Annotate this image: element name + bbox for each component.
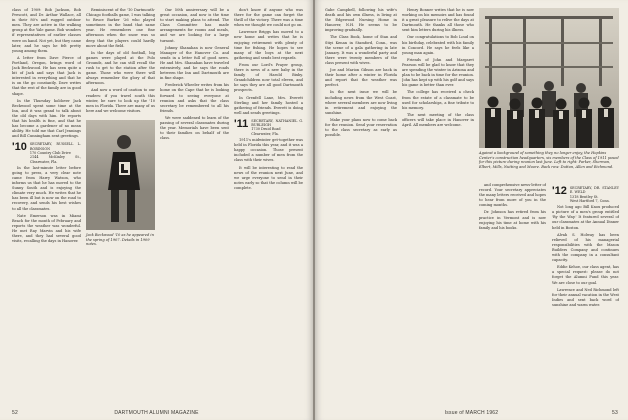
right-column-3a	[479, 183, 546, 398]
paragraph: In the next issue we will be including news from the West Coast, where several members are now living in retirement and enjoying the sunshine.	[325, 90, 397, 115]
left-page	[0, 0, 313, 420]
paragraph: And now a word of caution to our readers: if you travel south this winter, be sure to look up the '10 men in Florida. There are many of us here and we welcome visitors.	[86, 88, 155, 113]
class-year: '12	[552, 185, 567, 197]
paragraph: Henry Bonner writes that he is now working on his memoirs and has found it a great pleasure to relive the days at Dartmouth. He thanks all those who sent him letters during his illness.	[402, 8, 474, 33]
paragraph: In the days of old football, big games were played at the Polo Grounds, and he can still recall the rush to get to the station after the game. Those who were there will always remember the glory of that afternoon.	[86, 50, 155, 86]
paragraph: From our Lord's Prayer group, there is news of a new baby in the family of Harold Bixby. Grandchildren now total eleven, and he says they are all good Dartmouth prospects.	[234, 62, 303, 93]
secretary-line: 2144 McKinley St., Clearwater, Fla.	[29, 155, 81, 164]
right-column-1	[325, 8, 397, 398]
photo-caption: Jack Beckwood '10 as he appeared in the spring of 1907. Details in 1909 notes.	[86, 233, 154, 247]
paragraph: Make your plans now to come back for the reunion. Send your reservation to the class secretary as early as possible.	[325, 117, 397, 138]
paragraph: The next meeting of the class officers will take place in Hanover in April. All members are welcome.	[402, 112, 474, 127]
beckwood-photo	[86, 120, 155, 230]
paragraph: We were saddened to learn of the passing of several classmates during the year. Memorials have been sent to their families on behalf of the class.	[160, 115, 229, 141]
paragraph: Joe and Marion Gibson are back in their home after a winter in Florida and report that the weather was perfect.	[325, 68, 397, 88]
paragraph: Johnny Shanahan is now General Manager of the Hanover Co. and sends in a letter full of good news. He and Mrs. Shanahan have traveled extensively, and he says the roads between the Inn and Dartmouth are in fine shape.	[160, 45, 229, 81]
paragraph: Our 50th anniversary will be a great occasion, and now is the time to start making plans to attend. The Class Committee has made arrangements for rooms and meals, and we are looking for a large turnout.	[160, 8, 229, 43]
right-page	[315, 0, 628, 420]
secretary-line: 170 Country Club Drive	[29, 150, 71, 155]
paragraph: In the Thursday holdover Jack Beckwood spent some time at the Inn, and it was grand to talk about the old days with him. He reports that his health is fine, and that he has become a gardener of no mean ability. He told me that Carl Jennings and Bill Cunningham sent greetings.	[12, 98, 81, 139]
paragraph: Our congratulations to Bob Loud on his birthday, celebrated with his family in Concord. He says he feels like a young man again.	[402, 35, 474, 55]
paragraph: don't know if anyone who was there for the game can forget the thrill of the victory. There was a time when we thought we could not go on.	[234, 8, 303, 28]
paragraph: class of 1909: Bob Jackson, Bob Prescott, and Dr. Arthur Wallace, all in their 80's and rugged outdoor men. They are active in the walking group at the Yale game. Bob wonders if representatives of earlier classes were on hand. Not yet, but they came later, and he says he felt pretty young among them.	[12, 8, 81, 53]
paragraph: Frederick Wheeler writes from his home on the Cape that he is looking forward to seeing everyone at reunion and asks that the class secretary be remembered to all his friends.	[160, 83, 229, 113]
left-column-3	[160, 8, 229, 398]
left-column-1	[12, 8, 81, 398]
right-column-2	[402, 8, 474, 398]
paragraph: Dr. Johnson has retired from his practice in Vermont and is now enjoying his time at home with his family and his books.	[479, 210, 546, 230]
paragraph: and comprehensive news-letter of record. Your secretary appreciates the many letters received and hopes to hear from more of you in the coming months.	[479, 183, 546, 208]
paragraph: Reminiscent of the '10 Dartmouth-Chicago footballs game, I was talking to Bruce Barker '26 who played sometimes in the band that same year. He remembers one fine afternoon when the snow was so deep that the players could hardly move about the field.	[86, 8, 155, 48]
secretary-line: 1318 Bentley St.	[569, 194, 599, 199]
paragraph: Friends of John and Margaret Pearson will be glad to know that they are spending the winter in Arizona and plan to be back in time for the reunion. John has kept up with his golf and says his game is better than ever.	[402, 57, 474, 88]
class-year: '11	[234, 117, 249, 130]
paragraph: 1911's midwinter get-together was held in Florida this year, and it was a happy occasion. Those present included a number of men from the class with their wives.	[234, 138, 303, 163]
paragraph: Lawrence and Ned Richmond left for their annual vacation in the West Indies and sent back word of sunshine and warm water.	[552, 287, 619, 307]
page-number: 53	[612, 410, 618, 416]
left-column-4	[234, 8, 303, 398]
secretary-line: SECRETARY, DR. STANLEY E. WELD	[569, 186, 619, 195]
paragraph: Nate Emerson was in Miami Beach for the month of February and reports the weather was wonderful. He met Ray Marvin and his wife there, and they had several good visits, recalling the days in Hanover.	[12, 213, 81, 244]
footer-title: DARTMOUTH ALUMNI MAGAZINE	[114, 410, 199, 416]
right-column-3b	[552, 183, 619, 398]
class-section-heading-1911	[234, 119, 303, 136]
secretary-address	[251, 119, 303, 136]
paragraph: In the last-minute letter before going to press, a very clear note came from Harry Watson, who informs us that he has moved to the Sunny South and is enjoying the climate very much. He writes that he has been ill but is now on the road to recovery, and sends his best wishes to all the classmates.	[12, 165, 81, 211]
paragraph: Not long ago Bill Knox produced a picture of a men's group entitled 'By the Way.' It featured several of our classmates at the Annual Dinner held in Boston.	[552, 205, 619, 230]
paragraph: Alvah S. Holway has been relieved of his managerial responsibilities with the Mason Builders Company and continues with the company in a consultant capacity.	[552, 232, 619, 263]
secretary-line: Clearwater, Fla.	[251, 131, 279, 136]
class-section-heading-1912	[552, 186, 619, 203]
paragraph: The college has received a check from the estate of a classmate to be used for scholarships, a fine tribute to his memory.	[402, 90, 474, 110]
group-photo	[479, 8, 619, 148]
secretary-line: SECRETARY, NATHANIEL G. BURLEIGH	[251, 118, 303, 128]
class-year: '10	[12, 141, 27, 154]
paragraph: Gabe Campbell, following his wife's death and his own illness, is living at the Edgewood Nursing Home in Hanover, N.H. He seems to be improving gradually.	[325, 8, 397, 33]
footer-title: Issue of MARCH 1962	[444, 410, 499, 416]
group-photo-caption: Against a background of something they no longer enjoy, the Hopkins Center's construction headquarters, six members of the Class of 1911 posed for this picture during reunion last June. Left to right: Parker, Sherman, Elbert, Mills, Nutting and Moore. Back row: Dutton, Allen and Richmond.	[479, 151, 619, 169]
paragraph: The Class Book, home of Stan and Stiyi Kenan in Stamford, Conn., was the scene of a gala gathering in late January. It was a wonderful party and there were twenty members of the class present with wives.	[325, 35, 397, 65]
paragraph: Lawrence Briggs has moved to a new home and writes that he is enjoying retirement with plenty of time for fishing. He hopes to see many of the boys at the next gathering and sends best regards.	[234, 30, 303, 60]
beckwood-photo-image	[86, 120, 155, 230]
paragraph: In Grenfell Lane, Mrs. Everett Sterling and her family hosted a gathering of friends. Everett is doing well and sends greetings.	[234, 95, 303, 115]
secretary-line: 1730 Druid Road	[251, 127, 281, 132]
secretary-address	[30, 142, 81, 163]
secretary-address	[570, 186, 619, 203]
secretary-line: West Hartford 7, Conn.	[569, 198, 610, 203]
secretary-line: SECRETARY, RUSSELL L. ROBINSON	[29, 142, 81, 151]
class-section-heading-1910	[12, 142, 81, 163]
group-photo-image	[479, 8, 619, 148]
page-number: 52	[12, 410, 18, 416]
paragraph: A letter from Dave Pierce of Portland, Oregon, brings word of Jack Beckwood. He has seen quite a bit of Jack and says that Jack is interested in everything and that he is on the go constantly. Dave writes that the rest of the family are in good shape.	[12, 55, 81, 96]
paragraph: It will be interesting to read the news of the reunion next June, and we urge everyone to send in their notes early so that the column will be complete.	[234, 165, 303, 190]
paragraph: Eddie Kehoe, our class agent, has a special request: please do not forget the Alumni Fund this year. We are close to our goal.	[552, 265, 619, 285]
